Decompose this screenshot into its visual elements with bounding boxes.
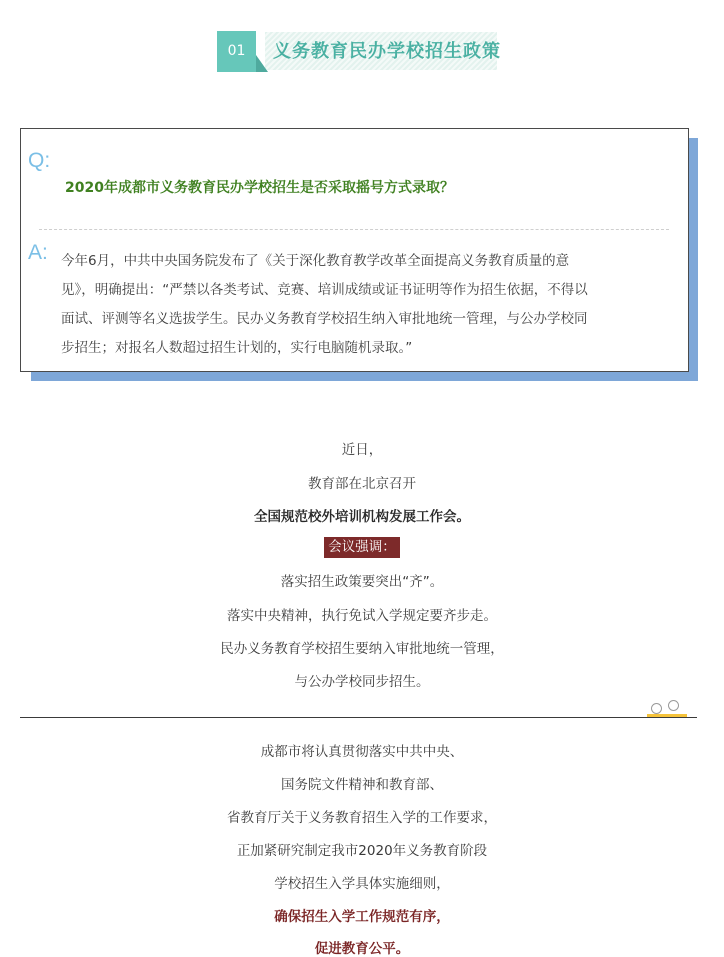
answer-text <box>61 247 681 363</box>
section-separator <box>20 717 697 718</box>
chengdu-emphasis-line: 确保招生入学工作规范有序， <box>274 909 450 925</box>
chengdu-line: 成都市将认真贯彻落实中共中央、 <box>260 744 464 760</box>
separator-accent <box>647 714 687 717</box>
meeting-line: 教育部在北京召开 <box>308 476 416 492</box>
badge-fold-decoration <box>256 55 268 72</box>
chengdu-emphasis-line: 促进教育公平。 <box>314 941 410 957</box>
meeting-title: 全国规范校外培训机构发展工作会。 <box>254 509 470 525</box>
chengdu-line: 正加紧研究制定我市2020年义务教育阶段 <box>236 843 488 859</box>
answer-line: 面试、评测等名义选拔学生。民办义务教育学校招生纳入审批地统一管理，与公办学校同 <box>61 311 588 327</box>
answer-mark-label: A: <box>28 241 48 264</box>
chengdu-line: 学校招生入学具体实施细则， <box>274 876 450 892</box>
section-title: 义务教育民办学校招生政策 <box>273 41 501 62</box>
answer-line: 今年6月，中共中央国务院发布了《关于深化教育教学改革全面提高义务教育质量的意 <box>61 253 570 269</box>
meeting-line: 落实中央精神，执行免试入学规定要齐步走。 <box>227 608 497 624</box>
meeting-tag-wrap <box>0 536 724 558</box>
chengdu-line: 省教育厅关于义务教育招生入学的工作要求， <box>227 810 497 826</box>
chengdu-line: 国务院文件精神和教育部、 <box>281 777 443 793</box>
answer-line: 步招生；对报名人数超过招生计划的，实行电脑随机录取。” <box>61 340 413 356</box>
decorative-circle-icon <box>668 700 679 711</box>
question-text: 2020年成都市义务教育民办学校招生是否采取摇号方式录取？ <box>65 180 454 196</box>
section-number-badge: 01 <box>217 31 256 72</box>
question-mark-label: Q: <box>28 149 51 172</box>
qa-card <box>20 128 689 372</box>
meeting-line: 近日， <box>341 442 383 458</box>
meeting-line: 落实招生政策要突出“齐”。 <box>280 574 444 590</box>
meeting-line: 民办义务教育学校招生要纳入审批地统一管理， <box>220 641 504 657</box>
meeting-line: 与公办学校同步招生。 <box>294 674 430 690</box>
qa-divider <box>39 229 669 230</box>
answer-line: 见》，明确提出：“严禁以各类考试、竞赛、培训成绩或证书证明等作为招生依据，不得以 <box>61 282 588 298</box>
section-header <box>217 31 501 72</box>
meeting-emphasis-tag: 会议强调： <box>324 537 400 558</box>
decorative-circle-icon <box>651 703 662 714</box>
